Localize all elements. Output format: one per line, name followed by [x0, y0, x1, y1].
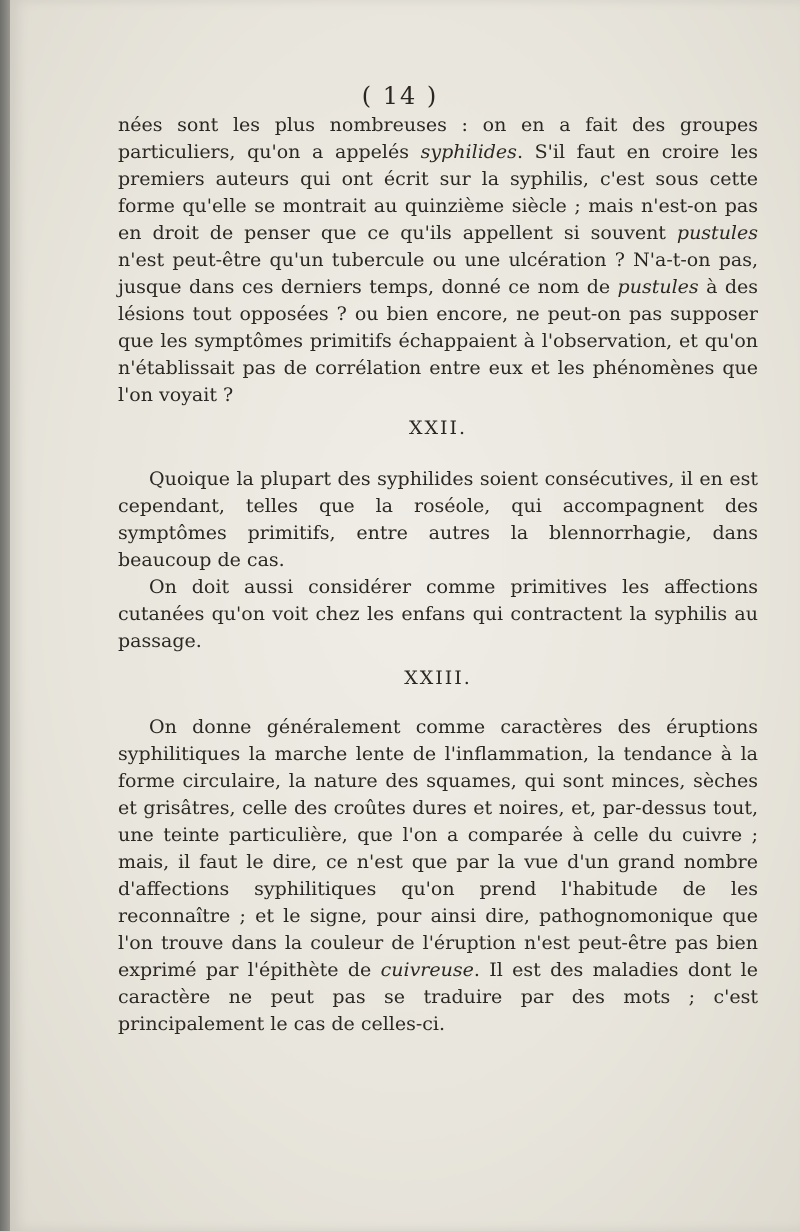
- italic-term: pustules: [617, 276, 699, 298]
- paragraph-3: On doit aussi considérer comme primitives les affections cutanées qu'on voit chez les enfans qui contractent la syphilis au passage.: [118, 576, 758, 652]
- text-run: n'est peut-être qu'un tubercule ou une ulcération ? N'a-t-on pas, jusque dans ces derniers temps, donné ce nom de: [118, 249, 758, 298]
- text-run: nées sont les plus nombreuses : on en a fait des groupes particuliers, qu'on a appelés: [118, 114, 758, 163]
- text-run: . Il est des maladies dont le caractère ne peut pas se traduire par des mots ; c'est principalement le cas de celles-ci.: [118, 959, 758, 1035]
- paragraph-1: [118, 112, 758, 409]
- section-heading-xxiii: XXIII.: [404, 667, 472, 689]
- italic-term: pustules: [676, 222, 758, 244]
- text-run: On donne généralement comme caractères des éruptions syphilitiques la marche lente de l'inflammation, la tendance à la forme circulaire, la nature des squames, qui sont minces, sèches et grisâtres, celle des croûtes dures et noires, et, par-dessus tout, une teinte particulière, que l'on a comparée à celle du cuivre ; mais, il faut le dire, ce n'est que par la vue d'un grand nombre d'affections syphilitiques qu'on prend l'habitude de les reconnaître ; et le signe, pour ainsi dire, pathognomonique que l'on trouve dans la couleur de l'éruption n'est peut-être pas bien exprimé par l'épithète de: [118, 716, 758, 981]
- page-body: [118, 112, 758, 1038]
- paragraph-4: [118, 714, 758, 1038]
- section-heading-xxii: XXII.: [408, 417, 468, 439]
- italic-term: cuivreuse: [380, 959, 474, 981]
- paragraph-2: Quoique la plupart des syphilides soient consécutives, il en est cependant, telles que la roséole, qui accompagnent des symptômes primitifs, entre autres la blennorrhagie, dans beaucoup de cas.: [118, 468, 758, 571]
- italic-term: syphilides: [420, 141, 517, 163]
- text-run: à des lésions tout opposées ? ou bien encore, ne peut-on pas supposer que les symptômes primitifs échappaient à l'observation, et qu'on n'établissait pas de corrélation entre eux et les phénomènes que l'on voyait ?: [118, 276, 758, 406]
- page-number: ( 14 ): [361, 82, 439, 110]
- text-run: . S'il faut en croire les premiers auteurs qui ont écrit sur la syphilis, c'est sous cette forme qu'elle se montrait au quinzième siècle ; mais n'est-on pas en droit de penser que ce qu'ils appellent si souvent: [118, 141, 758, 244]
